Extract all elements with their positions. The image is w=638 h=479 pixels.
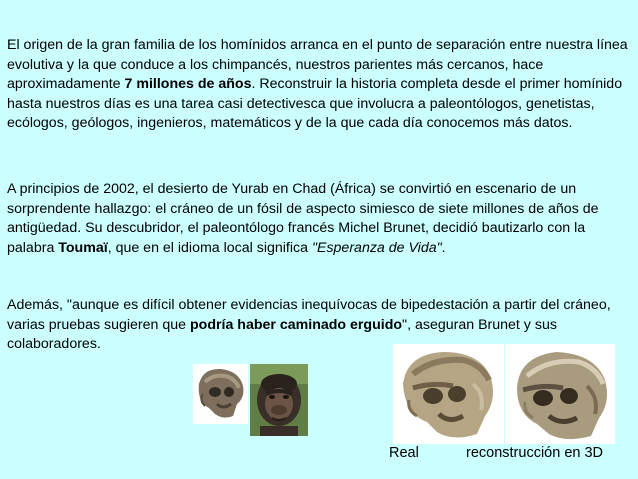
caption-reconstruction-3d: reconstrucción en 3D (466, 445, 604, 461)
p1-highlight: 7 millones de años (124, 76, 252, 92)
caption-real: Real (389, 445, 419, 461)
p2-name-toumai: Toumaï (58, 239, 108, 256)
p2-meaning: "Esperanza de Vida" (311, 239, 442, 256)
skull-small-image (193, 364, 248, 424)
p3-text-c: ", aseguran Brunet y sus colaboradores. (7, 316, 557, 352)
paragraph-origin (7, 36, 633, 134)
p1-text-a: El origen de la gran familia de los homínidos arranca en el punto de separación entre nuestra línea evolutiva y la que conduce a los chimpancés, nuestros parientes más cercanos, hace aproximadamente (7, 37, 628, 92)
p3-text-a: Además, "aunque es difícil obtener evidencias inequívocas de bipedestación a partir del cráneo, varias pruebas sugieren que (7, 297, 611, 333)
skull-3d-image (505, 344, 615, 444)
hominid-face-image (250, 364, 308, 436)
p2-text-a: A principios de 2002, el desierto de Yurab en Chad (África) se convirtió en escenario de un sorprendente hallazgo: el cráneo de un fósil de aspecto simiesco de siete millones de años de antigüedad. Su descubridor, el paleontólogo francés Michel Brunet, decidió bautizarlo con la palabra (7, 181, 599, 256)
paragraph-discovery (7, 180, 633, 258)
p3-highlight: podría haber caminado erguido (189, 316, 403, 333)
skull-real-image (393, 344, 504, 444)
p2-text-c: , que en el idioma local significa (107, 239, 312, 256)
p1-text-c: . Reconstruir la historia completa desde el primer homínido hasta nuestros días es una tarea casi detectivesca que involucra a paleontólogos, genetistas, ecólogos, geólogos, ingenieros, matemáticos y de la que cada día conocemos más datos. (7, 76, 623, 131)
p2-text-e: . (441, 239, 446, 256)
